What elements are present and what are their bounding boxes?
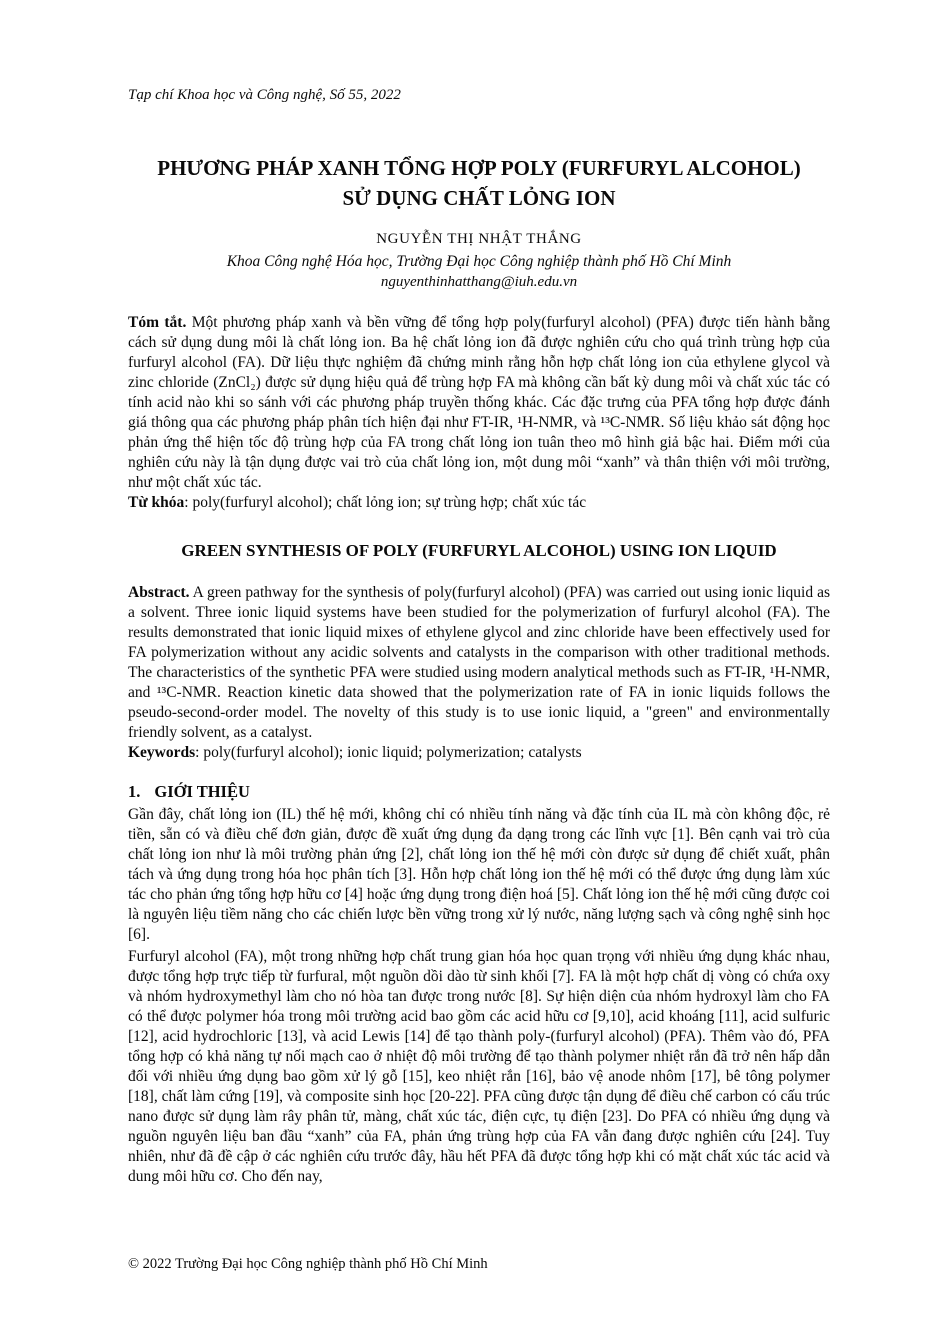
abstract-vi-text: Một phương pháp xanh và bền vững để tổng hợp poly(furfuryl alcohol) (PFA) được tiến hành bằng cách sử dụng dung môi là chất lỏng ion. Ba hệ chất lỏng ion đã được nghiên cứu cho quá trình trùng hợp của furfuryl alcohol (FA). Dữ liệu thực nghiệm đã chứng minh rằng hỗn hợp chất lỏng ion của ethylene glycol và zinc chloride (ZnCl₂) được sử dụng hiệu quả để trùng hợp FA mà không cần bất kỳ dung môi và chất xúc tác có tính acid nào khi so sánh với các phương pháp truyền thống khác. Các đặc trưng của PFA tổng hợp được đánh giá thông qua các phương pháp phân tích hiện đại như FT-IR, ¹H-NMR, và ¹³C-NMR. Số liệu khảo sát động học phản ứng thể hiện tốc độ trùng hợp của FA trong chất lỏng ion tuân theo mô hình giả bậc hai. Điểm mới của nghiên cứu này là tận dụng được vai trò của chất lỏng ion, một dung môi “xanh” và thân thiện với môi trường, như một chất xúc tác. bbox=[128, 314, 831, 491]
keywords-en-label: Keywords bbox=[128, 744, 196, 761]
article-title-en: GREEN SYNTHESIS OF POLY (FURFURYL ALCOHOL) USING ION LIQUID bbox=[181, 541, 777, 560]
keywords-en-line bbox=[128, 743, 830, 763]
keywords-en-text: : poly(furfuryl alcohol); ionic liquid; polymerization; catalysts bbox=[195, 744, 582, 761]
author-email: nguyenthinhatthang@iuh.edu.vn bbox=[380, 274, 578, 290]
intro-paragraph-2: Furfuryl alcohol (FA), một trong những hợp chất trung gian hóa học quan trọng với nhiều ứng dụng khác nhau, được tổng hợp trực tiếp từ furfural, một nguồn dồi dào từ sinh khối [7]. FA là một hợp chất dị vòng có chứa oxy và nhóm hydroxymethyl làm cho nó hòa tan được trong nước [8]. Sự hiện diện của nhóm hydroxyl làm cho FA có thể được polymer hóa trong môi trường acid bao gồm các acid hữu cơ [9,10], acid khoáng [11], acid sulfuric [12], acid hydrochloric [13], và acid Lewis [14] để tạo thành poly-(furfuryl alcohol) (PFA). Thêm vào đó, PFA tổng hợp có khả năng tự nối mạch cao ở nhiệt độ môi trường để tạo thành polymer nhiệt rắn đã trở nên hấp dẫn đối với nhiều ứng dụng bao gồm xử lý gỗ [15], keo nhiệt rắn [16], bảo vệ anode nhôm [17], bê tông polymer [18], chất làm cứng [19], và composite sinh học [20-22]. PFA cũng được tận dụng để điều chế carbon có cấu trúc nano được sử dụng làm rây phân tử, màng, chất xúc tác, điện cực, tụ điện [23]. Do PFA có nhiều ứng dụng và nguồn nguyên liệu ban đầu “xanh” của FA, phản ứng trùng hợp của FA vẫn đang được nghiên cứu [24]. Tuy nhiên, như đã đề cập ở các nghiên cứu trước đây, hầu hết PFA đã được tổng hợp khi có mặt chất xúc tác acid và dung môi hữu cơ. Cho đến nay, bbox=[128, 948, 830, 1185]
intro-paragraph-1: Gần đây, chất lỏng ion (IL) thế hệ mới, không chỉ có nhiều tính năng và đặc tính của IL mà còn không độc, rẻ tiền, sẵn có và điều chế đơn giản, được đề xuất ứng dụng đa dạng trong các lĩnh vực [1]. Bên cạnh vai trò của chất lỏng ion như là môi trường phản ứng [2], chất lỏng ion thế hệ mới còn được sử dụng để chiết xuất, phân tách và ứng dụng trong hóa học phân tích [3]. Hỗn hợp chất lỏng ion thế hệ mới có thể được ứng dụng làm xúc tác cho phản ứng tổng hợp hữu cơ [4] hoặc ứng dụng trong điện hoá [5]. Chất lỏng ion thế hệ mới cũng được coi là nguyên liệu tiềm năng cho các chiến lược bền vững trong xử lý nước, năng lượng sạch và công nghệ sinh học [6]. bbox=[128, 806, 830, 943]
abstract-vi-paragraph bbox=[128, 313, 830, 493]
article-title-vi-line2: SỬ DỤNG CHẤT LỎNG ION bbox=[342, 186, 616, 210]
abstract-vi bbox=[128, 313, 830, 513]
journal-running-header: Tạp chí Khoa học và Công nghệ, Số 55, 2022 bbox=[128, 87, 401, 103]
keywords-vi-label: Từ khóa bbox=[128, 494, 185, 511]
abstract-en-label: Abstract. bbox=[128, 584, 190, 601]
article-title-vi bbox=[128, 153, 830, 213]
abstract-vi-label: Tóm tắt. bbox=[128, 314, 187, 331]
abstract-en-paragraph bbox=[128, 583, 830, 743]
author-affiliation: Khoa Công nghệ Hóa học, Trường Đại học Công nghiệp thành phố Hồ Chí Minh bbox=[226, 253, 732, 270]
section-1-heading bbox=[128, 781, 830, 803]
abstract-en-text: A green pathway for the synthesis of poly(furfuryl alcohol) (PFA) was carried out using ionic liquid as a solvent. Three ionic liquid systems have been studied for the polymerization of furfuryl alcohol (FA). The results demonstrated that ionic liquid mixes of ethylene glycol and zinc chloride have been effectively used for FA polymerization without any acidic solvents and catalysts in the comparison with other traditional methods. The characteristics of the synthetic PFA were studied using modern analytical methods such as FT-IR, ¹H-NMR, and ¹³C-NMR. Reaction kinetic data showed that the polymerization rate of FA in ionic liquids follows the pseudo-second-order model. The novelty of this study is to use ionic liquid, a "green" and environmentally friendly solvent, as a catalyst. bbox=[128, 584, 830, 741]
keywords-vi-text: : poly(furfuryl alcohol); chất lỏng ion; sự trùng hợp; chất xúc tác bbox=[184, 494, 587, 511]
abstract-en bbox=[128, 583, 830, 763]
keywords-vi-line bbox=[128, 493, 830, 513]
author-name: NGUYỄN THỊ NHẬT THẮNG bbox=[376, 231, 582, 247]
article-title-vi-line1: PHƯƠNG PHÁP XANH TỔNG HỢP POLY (FURFURYL ALCOHOL) bbox=[157, 156, 801, 180]
copyright-footer: © 2022 Trường Đại học Công nghiệp thành phố Hồ Chí Minh bbox=[128, 1255, 488, 1272]
section-1-number: 1. bbox=[128, 782, 141, 801]
section-1-title: GIỚI THIỆU bbox=[154, 782, 250, 801]
